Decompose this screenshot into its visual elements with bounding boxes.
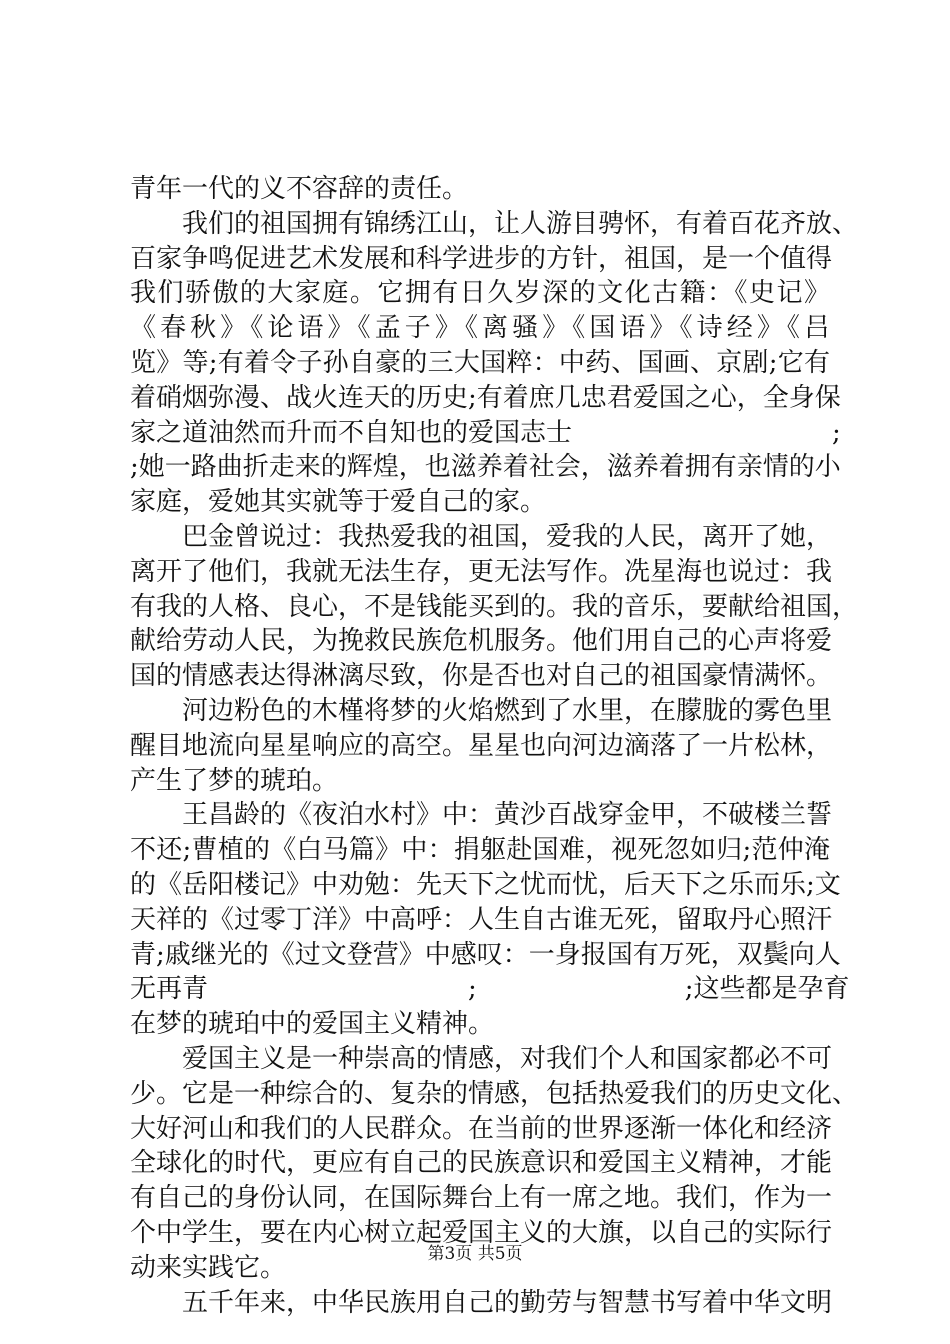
text-line: 《春秋》《论语》《孟子》《离骚》《国语》《诗经》《吕 bbox=[130, 313, 830, 344]
text-line: 家之道油然而升而不自知也的爱国志士 ; bbox=[130, 417, 841, 448]
text-line: 离开了他们，我就无法生存，更无法写作。冼星海也说过：我 bbox=[130, 556, 833, 587]
text-line: 王昌龄的《夜泊水村》中：黄沙百战穿金甲，不破楼兰誓 bbox=[130, 800, 833, 831]
text-line: 河边粉色的木槿将梦的火焰燃到了水里，在朦胧的雾色里 bbox=[130, 695, 833, 726]
text-line: 我们的祖国拥有锦绣江山，让人游目骋怀，有着百花齐放、 bbox=[130, 208, 859, 239]
text-line: 无再青 ; ;这些都是孕育 bbox=[130, 974, 850, 1005]
text-line: 个中学生，要在内心树立起爱国主义的大旗，以自己的实际行 bbox=[130, 1217, 833, 1248]
text-line: 全球化的时代，更应有自己的民族意识和爱国主义精神，才能 bbox=[130, 1148, 833, 1179]
text-line: 在梦的琥珀中的爱国主义精神。 bbox=[130, 1009, 495, 1040]
text-line: 不还;曹植的《白马篇》中：捐躯赴国难，视死忽如归;范仲淹 bbox=[130, 835, 830, 866]
text-line: 产生了梦的琥珀。 bbox=[130, 765, 339, 796]
text-line: 家庭，爱她其实就等于爱自己的家。 bbox=[130, 487, 547, 518]
essay-body bbox=[130, 172, 859, 1320]
text-line: 青;戚继光的《过文登营》中感叹：一身报国有万死，双鬓向人 bbox=[130, 939, 841, 970]
text-line: 我们骄傲的大家庭。它拥有日久岁深的文化古籍：《史记》 bbox=[130, 278, 830, 309]
text-line: 有我的人格、良心，不是钱能买到的。我的音乐，要献给祖国， bbox=[130, 591, 859, 622]
text-line: 五千年来，中华民族用自己的勤劳与智慧书写着中华文明 bbox=[130, 1287, 833, 1318]
text-line: 着硝烟弥漫、战火连天的历史;有着庶几忠君爱国之心，全身保 bbox=[130, 382, 841, 413]
text-line: 的《岳阳楼记》中劝勉：先天下之忧而忧，后天下之乐而乐;文 bbox=[130, 869, 841, 900]
text-line: 百家争鸣促进艺术发展和科学进步的方针，祖国，是一个值得 bbox=[130, 243, 833, 274]
text-line: 少。它是一种综合的、复杂的情感，包括热爱我们的历史文化、 bbox=[130, 1078, 859, 1109]
page-number-footer: 第3页 共5页 bbox=[427, 1244, 523, 1264]
text-line: 天祥的《过零丁洋》中高呼：人生自古谁无死，留取丹心照汗 bbox=[130, 904, 833, 935]
text-line: 览》等;有着令子孙自豪的三大国粹：中药、国画、京剧;它有 bbox=[130, 347, 830, 378]
text-line: 国的情感表达得淋漓尽致，你是否也对自己的祖国豪情满怀。 bbox=[130, 661, 833, 692]
text-line: 有自己的身份认同，在国际舞台上有一席之地。我们，作为一 bbox=[130, 1183, 833, 1214]
text-line: 醒目地流向星星响应的高空。星星也向河边滴落了一片松林， bbox=[130, 730, 833, 761]
text-line: 巴金曾说过：我热爱我的祖国，爱我的人民，离开了她， bbox=[130, 521, 833, 552]
text-line: 大好河山和我们的人民群众。在当前的世界逐渐一体化和经济 bbox=[130, 1113, 833, 1144]
text-line: 献给劳动人民，为挽救民族危机服务。他们用自己的心声将爱 bbox=[130, 626, 833, 657]
text-line: 爱国主义是一种崇高的情感，对我们个人和国家都必不可 bbox=[130, 1043, 833, 1074]
text-line: 动来实践它。 bbox=[130, 1252, 287, 1283]
text-line: 青年一代的义不容辞的责任。 bbox=[130, 174, 469, 204]
text-line: ;她一路曲折走来的辉煌，也滋养着社会，滋养着拥有亲情的小 bbox=[130, 452, 841, 483]
